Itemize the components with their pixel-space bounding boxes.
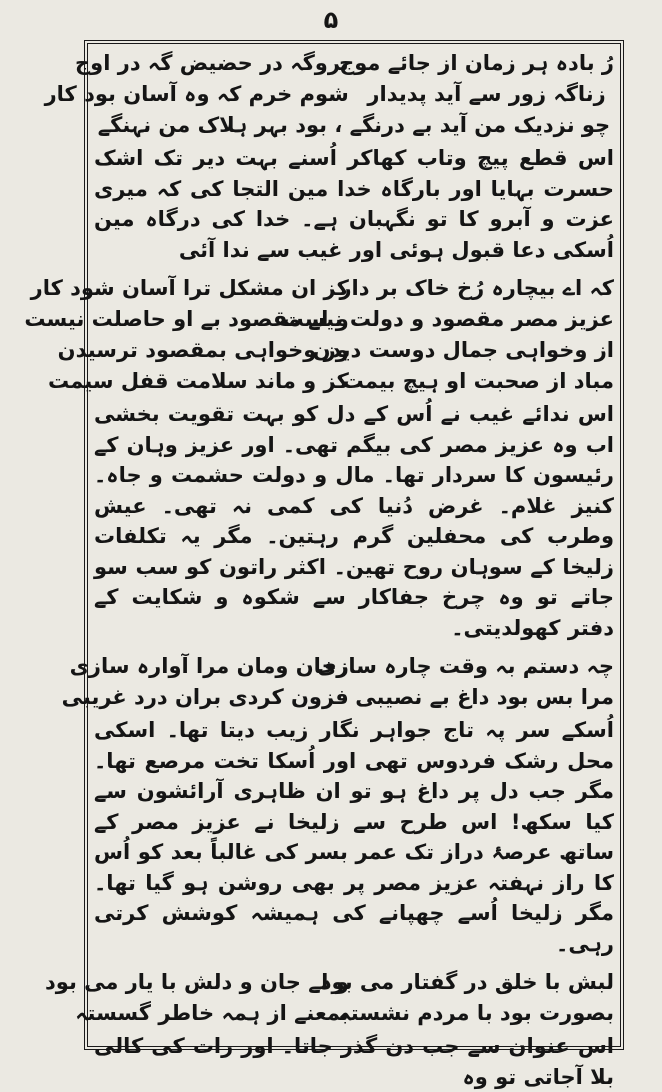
verse-couplet	[75, 998, 614, 1029]
verse-couplet	[24, 304, 614, 335]
prose-paragraph: اس قطع پیچ وتاب کھاکر اُسنے بہت دیر تک اشک حسرت بہایا اور بارگاہ خدا مین التجا کی کہ میری عزت و آبرو کا تو نگہبان ہے۔ خدا کی درگاہ مین اُسکی دعا قبول ہوئی اور غیب سے ندا آئی	[94, 146, 614, 262]
verse-left-hemistich: فزون کردی بران درد غریبی	[61, 685, 349, 709]
verse-left-hemistich: و لے جان و دلش با یار می بود	[45, 970, 349, 994]
verse-couplet	[75, 48, 614, 79]
verse-left-hemistich: کز و ماند سلامت قفل سیمت	[48, 369, 349, 393]
page-number: ۵	[323, 6, 339, 34]
verse-right-hemistich: کہ اے بیچارہ رُخ خاک بر دار	[339, 276, 614, 300]
verse-right-hemistich: چہ دستم بہ وقت چارہ سازی	[317, 654, 614, 678]
verse-right-hemistich: عزیز مصر مقصود و دولت نیست	[282, 307, 614, 331]
verse-left-hemistich: وز وخواہی بمقصود ترسیدن	[57, 338, 349, 362]
verse-right-hemistich: مباد از صحبت او ہیچ بیمت	[342, 369, 614, 393]
verse-couplet	[30, 273, 614, 304]
prose-paragraph: اس ندائے غیب نے اُس کے دل کو بہت تقویت بخشی اب وہ عزیز مصر کی بیگم تھی۔ اور عزیز وہان کے رئیسون کا سردار تھا۔ مال و دولت حشمت و جاہ۔ کنیز غلام۔ غرض دُنیا کی کمی نہ تھی۔ عیش وطرب کی محفلین گرم رہتین۔ مگر یہ تکلفات زلیخا کے سوہان روح تھین۔ اکثر راتون کو سب سو جاتے تو وہ چرخ جفاکار سے شکوہ و شکایت کے دفتر کھولدیتی۔	[94, 402, 614, 640]
verse-couplet	[48, 366, 614, 397]
verse-couplet	[44, 79, 614, 110]
prose-paragraph: اُسکے سر پہ تاج جواہر نگار زیب دیتا تھا۔ اسکی محل رشک فردوس تھی اور اُسکا تخت مرصع تھا۔ مگر جب دل پر داغ ہو تو ان ظاہری آرائشون سے کیا سکھ! اس طرح سے زلیخا نے عزیز مصر کے ساتھ عرصۂ دراز تک عمر بسر کی غالباً بعد کو اُس کا راز نہفتہ عزیز مصر پر بھی روشن ہو گیا تھا۔ مگر زلیخا اُسے چھپانے کی ہمیشہ کوشش کرتی رہی۔	[94, 718, 614, 956]
verse-couplet	[57, 335, 614, 366]
page-content	[24, 48, 614, 1089]
verse-couplet	[69, 651, 614, 682]
verse-left-hemistich: شوم خرم کہ وہ آسان بود کار	[44, 82, 349, 106]
verse-right-hemistich: زناگہ زور سے آید پدیدار	[367, 82, 606, 106]
verse-right-hemistich: از وخواہی جمال دوست دیدن	[312, 338, 614, 362]
prose-paragraph: اس عنوان سے جب دن گذر جاتا۔ اور رات کی کالی بلا آجاتی تو وہ	[94, 1034, 614, 1089]
verse-right-hemistich: مرا بس بود داغ بے نصیبی	[355, 685, 614, 709]
verse-right-hemistich: بصورت بود با مردم نشستہ	[338, 1001, 614, 1025]
verse-left-hemistich: بمعنے از ہمہ خاطر گسستہ	[75, 1001, 349, 1025]
verse-left-hemistich: زخان ومان مرا آوارہ سازی	[69, 654, 349, 678]
page-frame	[24, 40, 624, 1089]
verse-right-hemistich: لبش با خلق در گفتار می بود	[320, 970, 614, 994]
verse-left-hemistich: کز ان مشکل ترا آسان شود کار	[30, 276, 349, 300]
verse-left-hemistich: و لے مقصود بے او حاصلت نیست	[24, 307, 349, 331]
verse-right-hemistich: رُ بادہ ہر زمان از جائے موج	[339, 51, 614, 75]
verse-left-hemistich: بروگہ در حضیض گہ در اوج	[75, 51, 349, 75]
verse-couplet	[61, 682, 614, 713]
verse-couplet	[45, 967, 614, 998]
verse-single-line: چو نزدیک من آید بے درنگے ، بود بہر ہلاک من نہنگے	[97, 113, 611, 137]
